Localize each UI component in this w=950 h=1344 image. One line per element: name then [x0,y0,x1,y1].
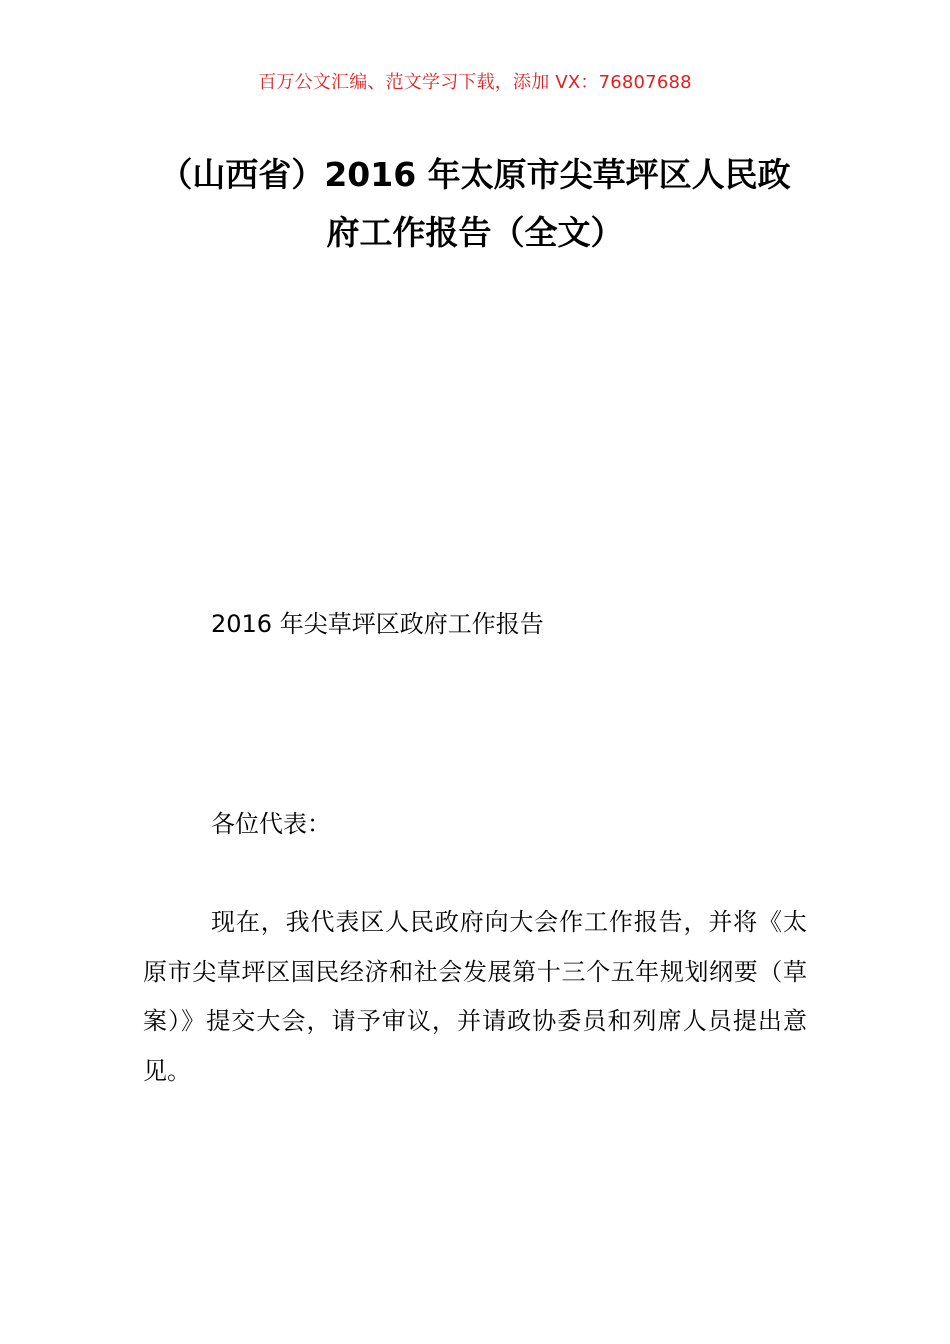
salutation: 各位代表： [211,810,331,838]
title-line-2: 府工作报告（全文） [326,213,624,252]
watermark-banner: 百万公文汇编、范文学习下载，添加 VX：76807688 [258,72,692,93]
report-subtitle: 2016 年尖草坪区政府工作报告 [211,610,544,638]
document-title [130,146,820,262]
title-line-1: （山西省）2016 年太原市尖草坪区人民政 [159,155,791,194]
body-paragraph: 现在，我代表区人民政府向大会作工作报告，并将《太原市尖草坪区国民经济和社会发展第十三个五年规划纲要（草案）》提交大会，请予审议，并请政协委员和列席人员提出意见。 [143,908,807,1085]
